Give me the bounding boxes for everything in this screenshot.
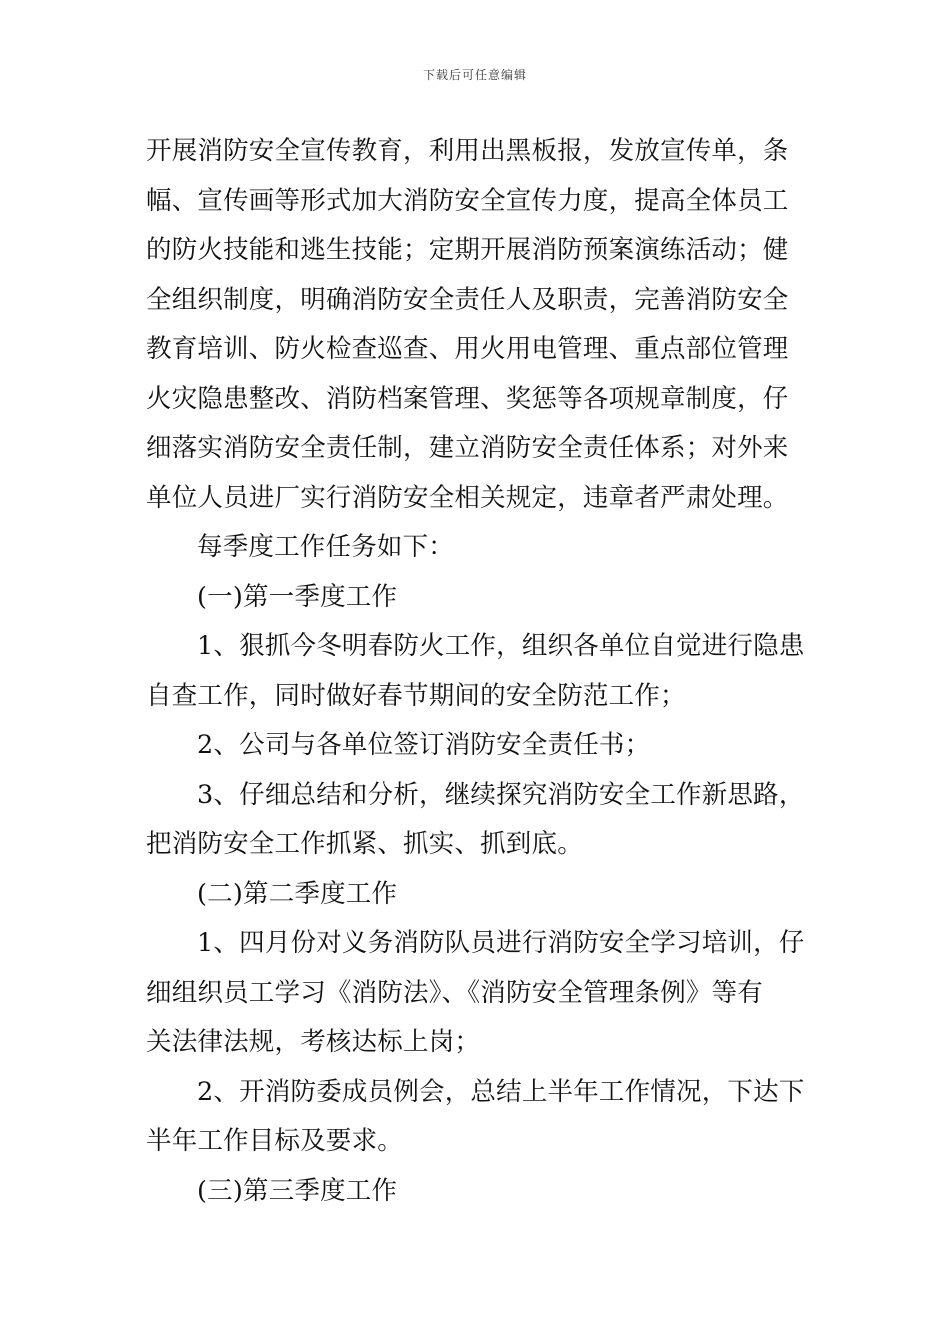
body-line: 的防火技能和逃生技能；定期开展消防预案演练活动；健 xyxy=(146,235,789,265)
document-body xyxy=(146,127,806,1216)
page-header-note: 下载后可任意编辑 xyxy=(422,68,527,82)
list-item-start: 1、四月份对义务消防队员进行消防安全学习培训，仔 xyxy=(197,928,805,958)
list-item-start: 2、开消防委成员例会，总结上半年工作情况，下达下 xyxy=(197,1076,805,1107)
body-line: 幅、宣传画等形式加大消防安全宣传力度，提高全体员工 xyxy=(146,185,789,216)
list-item-start: 1、狠抓今冬明春防火工作，组织各单位自觉进行隐患 xyxy=(197,631,805,661)
body-line: 单位人员进厂实行消防安全相关规定，违章者严肃处理。 xyxy=(146,482,789,513)
list-item-start: 3、仔细总结和分析，继续探究消防安全工作新思路， xyxy=(197,779,805,810)
body-line: 开展消防安全宣传教育，利用出黑板报，发放宣传单，条 xyxy=(146,136,789,166)
section-intro: 每季度工作任务如下： xyxy=(197,532,455,562)
body-line: 教育培训、防火检查巡查、用火用电管理、重点部位管理 xyxy=(146,334,789,364)
body-line: 细组织员工学习《消防法》、《消防安全管理条例》等有 xyxy=(146,977,764,1008)
section-heading-q3: (三)第三季度工作 xyxy=(197,1175,398,1206)
body-line: 自查工作，同时做好春节期间的安全防范工作； xyxy=(146,680,686,711)
section-heading-q2: (二)第二季度工作 xyxy=(197,878,398,909)
body-line: 火灾隐患整改、消防档案管理、奖惩等各项规章制度，仔 xyxy=(146,383,789,414)
body-line: 把消防安全工作抓紧、抓实、抓到底。 xyxy=(146,829,583,859)
section-heading-q1: (一)第一季度工作 xyxy=(197,581,398,612)
list-item-start: 2、公司与各单位签订消防安全责任书； xyxy=(197,730,651,760)
body-line: 半年工作目标及要求。 xyxy=(146,1126,404,1156)
body-line: 关法律法规，考核达标上岗； xyxy=(146,1027,481,1057)
body-line: 细落实消防安全责任制，建立消防安全责任体系；对外来 xyxy=(146,433,789,463)
body-line: 全组织制度，明确消防安全责任人及职责，完善消防安全 xyxy=(146,284,789,315)
